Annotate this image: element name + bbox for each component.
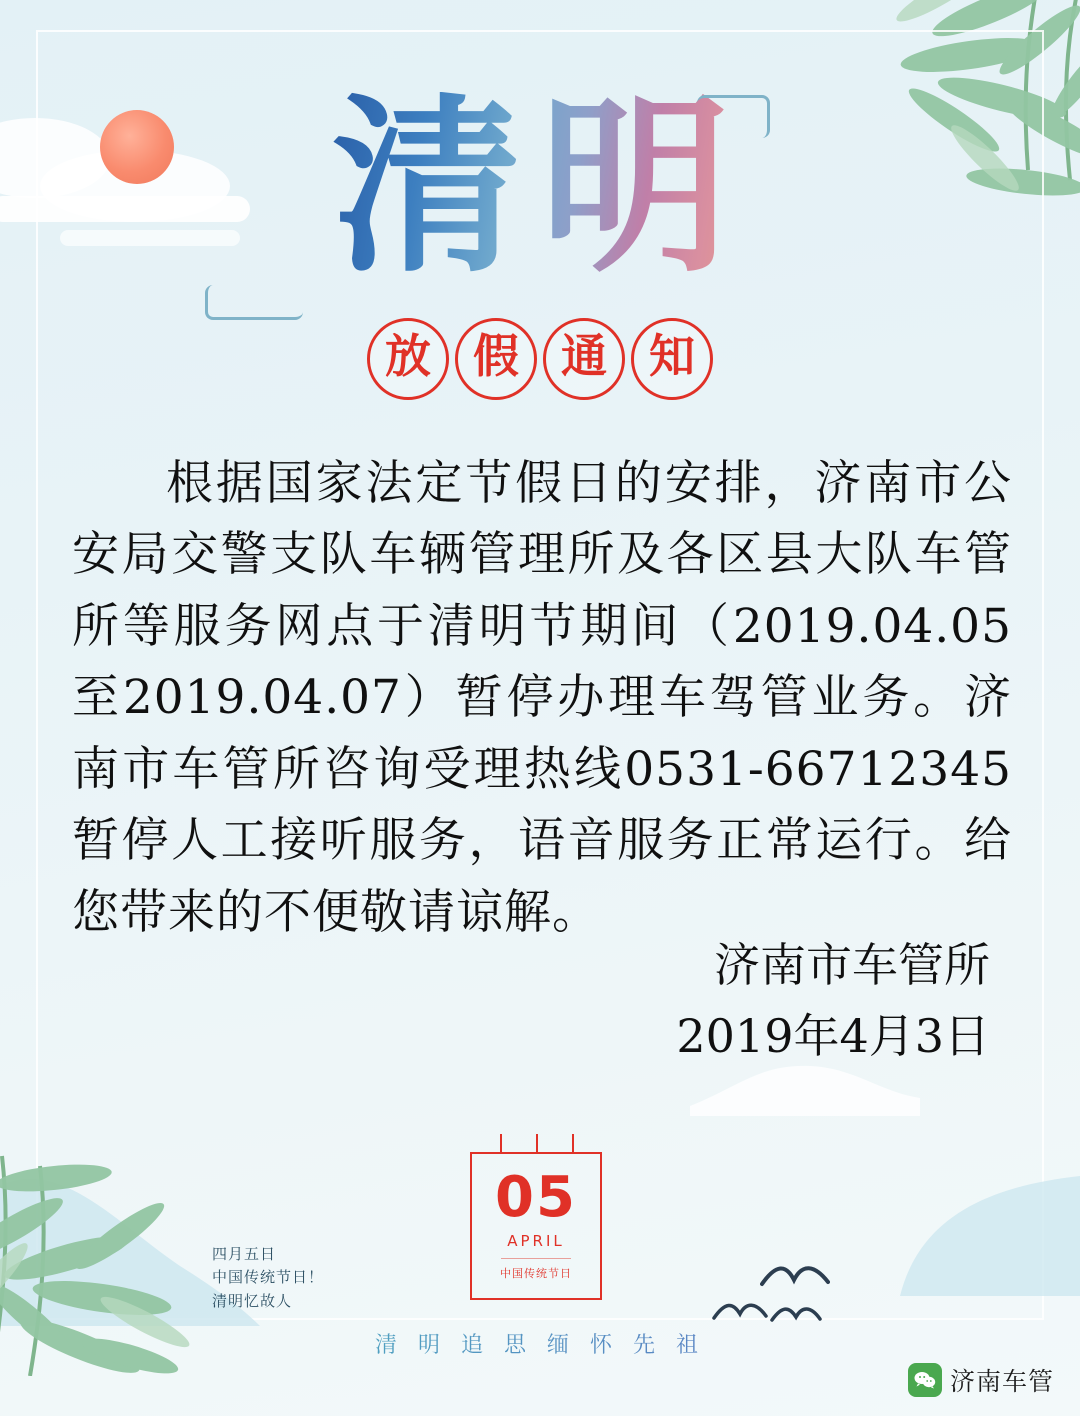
calendar-day: 05 (495, 1165, 577, 1230)
bird-icon (712, 1296, 768, 1330)
stamp-char: 通 (543, 318, 625, 400)
stamp-char: 知 (631, 318, 713, 400)
small-note-line: 中国传统节日！ (212, 1268, 325, 1287)
wechat-account-name: 济南车管 (949, 1367, 1054, 1396)
calendar-tick (572, 1134, 574, 1154)
wechat-account-badge[interactable] (908, 1362, 1054, 1398)
subtitle-stamps (0, 318, 1080, 400)
calendar-divider (501, 1258, 571, 1259)
stamp-char: 放 (367, 318, 449, 400)
small-note-line: 清明忆故人 (212, 1291, 293, 1310)
poster-slogan: 清 明 追 思 缅 怀 先 祖 (0, 1328, 1080, 1359)
hill-decoration-right (860, 1106, 1080, 1296)
calendar-month: APRIL (507, 1232, 565, 1250)
poster-title-wrap (0, 75, 1080, 298)
bird-icon (760, 1258, 830, 1298)
hill-decoration-cloud (690, 1046, 920, 1116)
hook-line-bottom-left (205, 285, 303, 320)
bamboo-decoration-bottom-left (0, 1046, 330, 1376)
calendar-subtitle: 中国传统节日 (500, 1267, 572, 1280)
stamp-char: 假 (455, 318, 537, 400)
signature-date: 2019年4月3日 (676, 1009, 990, 1064)
calendar-tick (500, 1134, 502, 1154)
wechat-icon (908, 1363, 942, 1397)
calendar-card (470, 1152, 602, 1300)
small-note (212, 1243, 324, 1313)
hook-line-top-right (697, 95, 770, 138)
small-note-line: 四月五日 (212, 1245, 277, 1263)
calendar-tick (536, 1134, 538, 1154)
page-title: 清明 (331, 75, 748, 298)
signature-org: 济南市车管所 (714, 938, 990, 992)
notice-body: 根据国家法定节假日的安排，济南市公安局交警支队车辆管理所及各区县大队车管所等服务网点于清明节期间（2019.04.05至2019.04.07）暂停办理车驾管业务。济南市车管所咨询受理热线0531-66712345暂停人工接听服务，语音服务正常运行。给您带来的不便敬请谅解。 (72, 456, 1012, 940)
